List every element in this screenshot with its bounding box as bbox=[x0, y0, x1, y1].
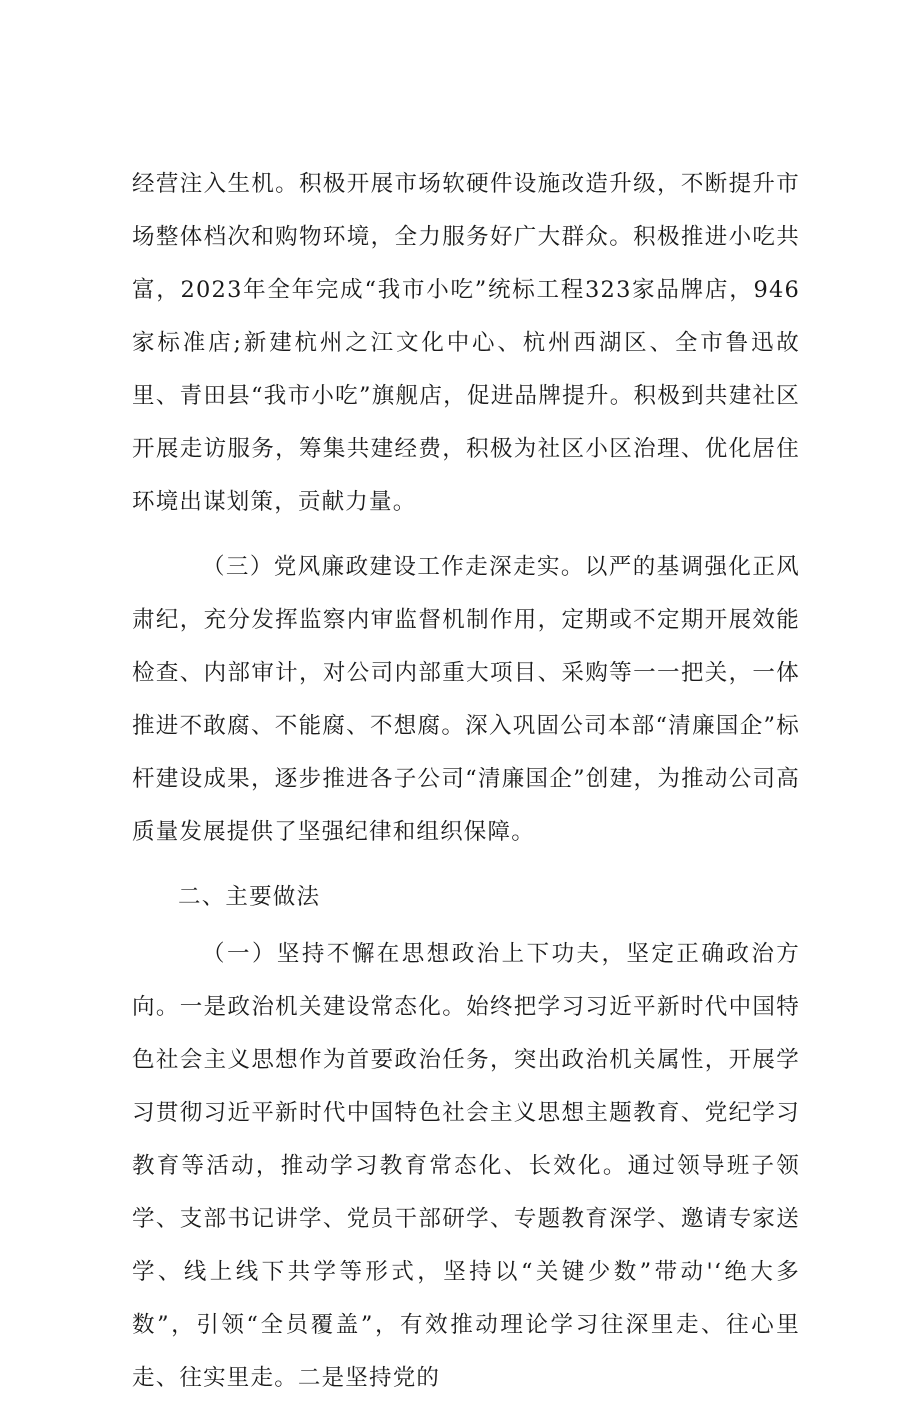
body-paragraph-1: 经营注入生机。积极开展市场软硬件设施改造升级，不断提升市场整体档次和购物环境，全力服务好广大群众。积极推进小吃共富，2023年全年完成“我市小吃”统标工程323家品牌店，946家标准店;新建杭州之江文化中心、杭州西湖区、全市鲁迅故里、青田县“我市小吃”旗舰店，促进品牌提升。积极到共建社区开展走访服务，筹集共建经费，积极为社区小区治理、优化居住环境出谋划策，贡献力量。 bbox=[132, 171, 800, 515]
body-paragraph-2: （三）党风廉政建设工作走深走实。以严的基调强化正风肃纪，充分发挥监察内审监督机制作用，定期或不定期开展效能检查、内部审计，对公司内部重大项目、采购等一一把关，一体推进不敢腐、不能腐、不想腐。深入巩固公司本部“清廉国企”标杆建设成果，逐步推进各子公司“清廉国企”创建，为推动公司高质量发展提供了坚强纪律和组织保障。 bbox=[132, 554, 800, 845]
body-paragraph-3: （一）坚持不懈在思想政治上下功夫，坚定正确政治方向。一是政治机关建设常态化。始终把学习习近平新时代中国特色社会主义思想作为首要政治任务，突出政治机关属性，开展学习贯彻习近平新时代中国特色社会主义思想主题教育、党纪学习教育等活动，推动学习教育常态化、长效化。通过领导班子领学、支部书记讲学、党员干部研学、专题教育深学、邀请专家送学、线上线下共学等形式，坚持以“关键少数”带动'‘绝大多数”，引领“全员覆盖”，有效推动理论学习往深里走、往心里走、往实里走。二是坚持党的 bbox=[132, 941, 800, 1391]
document-page bbox=[132, 158, 800, 1405]
section-heading: 二、主要做法 bbox=[178, 884, 321, 910]
